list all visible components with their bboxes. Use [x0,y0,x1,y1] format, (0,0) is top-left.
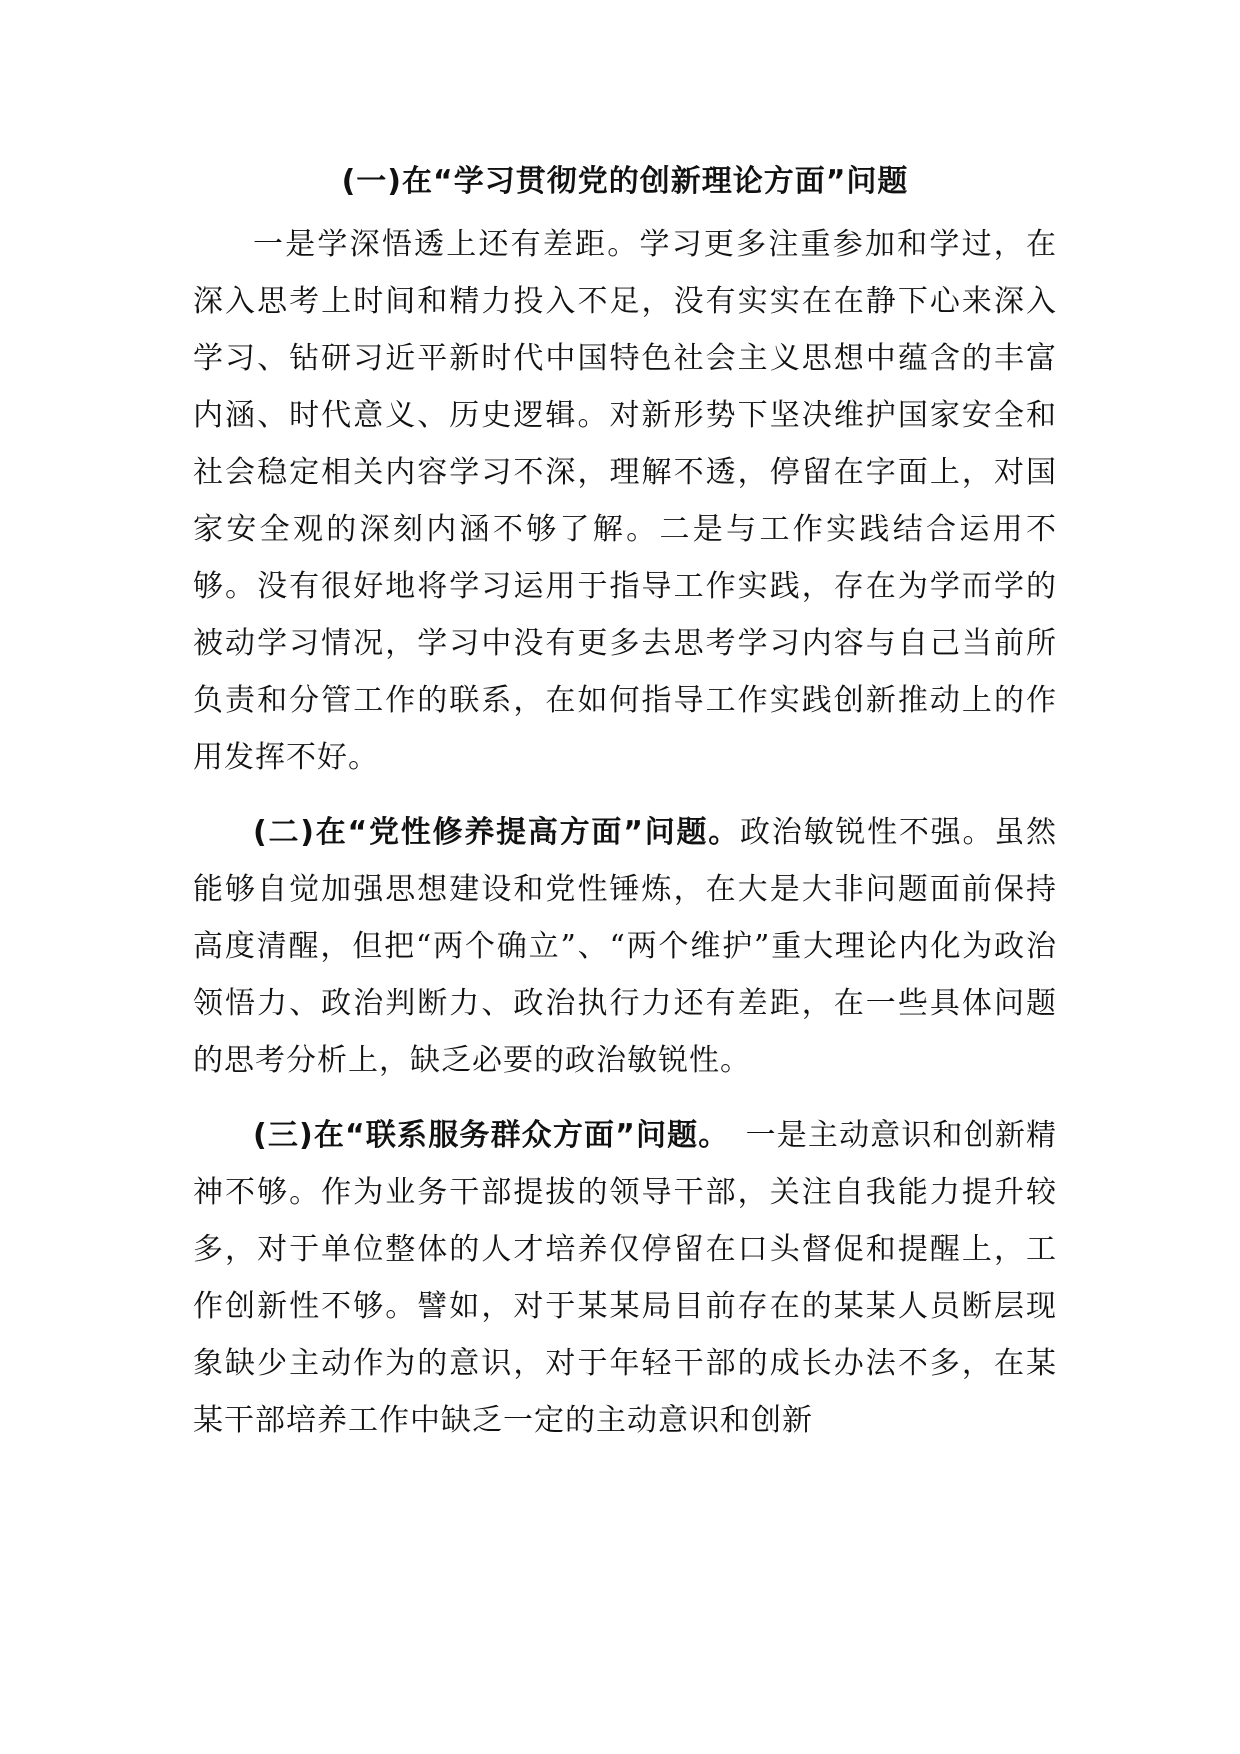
section-2-heading: (二)在“党性修养提高方面”问题。 [253,815,741,850]
section-2-paragraph [193,804,1057,1089]
section-1-body: 一是学深悟透上还有差距。学习更多注重参加和学过，在深入思考上时间和精力投入不足，没有实实在在静下心来深入学习、钻研习近平新时代中国特色社会主义思想中蕴含的丰富内涵、时代意义、历史逻辑。对新形势下坚决维护国家安全和社会稳定相关内容学习不深，理解不透，停留在字面上，对国家安全观的深刻内涵不够了解。二是与工作实践结合运用不够。没有很好地将学习运用于指导工作实践，存在为学而学的被动学习情况，学习中没有更多去思考学习内容与自己当前所负责和分管工作的联系，在如何指导工作实践创新推动上的作用发挥不好。 [193,227,1057,775]
section-3-body: 一是主动意识和创新精神不够。作为业务干部提拔的领导干部，关注自我能力提升较多，对于单位整体的人才培养仅停留在口头督促和提醒上，工作创新性不够。譬如，对于某某局目前存在的某某人员断层现象缺少主动作为的意识，对于年轻干部的成长办法不多，在某某干部培养工作中缺乏一定的主动意识和创新 [193,1118,1058,1438]
section-3-heading: (三)在“联系服务群众方面”问题。 [253,1118,715,1153]
section-1-heading: (一)在“学习贯彻党的创新理论方面”问题 [341,164,909,199]
section-3-spacer [714,1118,745,1153]
document-content [193,153,1057,1467]
section-2-body: 政治敏锐性不强。虽然能够自觉加强思想建设和党性锤炼，在大是大非问题面前保持高度清醒，但把“两个确立”、“两个维护”重大理论内化为政治领悟力、政治判断力、政治执行力还有差距，在一些具体问题的思考分析上，缺乏必要的政治敏锐性。 [193,815,1058,1078]
section-3-paragraph [193,1107,1057,1449]
